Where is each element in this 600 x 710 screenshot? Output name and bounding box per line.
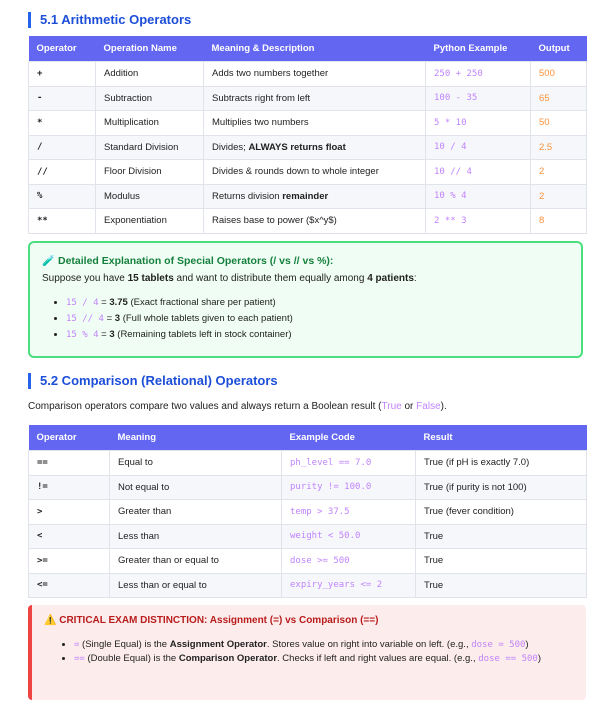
arith-op: % [29,184,96,209]
arith-desc-bold: remainder [282,190,329,202]
comp-result: True [416,524,587,549]
comp-meaning: Less than or equal to [110,573,282,598]
arith-desc-text: Adds two numbers together [212,68,329,80]
comp-op: >= [29,549,110,574]
comp-result: True (if purity is not 100) [416,475,587,500]
arith-desc-text: Divides & rounds down to whole integer [212,166,379,178]
arith-output: 65 [531,86,587,111]
arith-op: / [29,135,96,160]
list-item [66,327,293,343]
arith-desc [204,209,426,234]
arith-name: Floor Division [96,160,204,185]
arith-desc-bold: ALWAYS returns float [248,141,346,153]
arith-example: 10 / 4 [426,135,531,160]
list-item [66,295,293,311]
comp-col-example: Example Code [282,425,416,451]
comp-intro [28,401,447,412]
comp-intro-true: True [381,401,402,412]
bullet-code: 15 / 4 [66,298,99,308]
assign-code: = [74,640,80,650]
comp-op: > [29,500,110,525]
arith-op: + [29,62,96,87]
arith-name: Addition [96,62,204,87]
bullet-val: 3 [114,313,121,324]
compare-text-c: ) [537,653,542,664]
compare-bold: Comparison Operator [178,653,278,664]
comp-example: dose >= 500 [282,549,416,574]
table-row [29,135,587,160]
list-item [66,311,293,327]
bullet-rest: (Full whole tablets given to each patient) [120,313,293,324]
arith-example: 10 % 4 [426,184,531,209]
table-row [29,111,587,136]
arith-example: 10 // 4 [426,160,531,185]
compare-text-b: . Checks if left and right values are equal. (e.g., [277,653,479,664]
comp-meaning: Less than [110,524,282,549]
table-row [29,184,587,209]
bullet-rest: (Remaining tablets left in stock container) [114,329,292,340]
compare-code: == [74,654,85,664]
compare-example: dose == 500 [478,654,538,664]
comp-example: ph_level == 7.0 [282,451,416,476]
comp-example: purity != 100.0 [282,475,416,500]
arith-output: 2.5 [531,135,587,160]
arith-desc [204,184,426,209]
arith-desc-text: Multiplies two numbers [212,117,309,129]
arith-name: Modulus [96,184,204,209]
arith-col-name: Operation Name [96,36,204,62]
special-operators-box [28,241,583,358]
critical-bullets [62,638,572,666]
assign-text-b: . Stores value on right into variable on left. (e.g., [266,639,472,650]
bullet-val: 3.75 [109,297,128,308]
comp-meaning: Not equal to [110,475,282,500]
arith-op: * [29,111,96,136]
bullet-eq: = [103,313,115,324]
list-item [74,638,572,652]
comp-op: < [29,524,110,549]
arith-output: 8 [531,209,587,234]
arith-example: 5 * 10 [426,111,531,136]
comp-op: == [29,451,110,476]
comp-example: temp > 37.5 [282,500,416,525]
arith-op: // [29,160,96,185]
arith-example: 250 + 250 [426,62,531,87]
arith-op: ** [29,209,96,234]
assign-text-a: (Single Equal) is the [79,639,170,650]
comp-result: True [416,573,587,598]
comp-col-operator: Operator [29,425,110,451]
arith-desc-text: Returns division [212,190,283,202]
arith-output: 500 [531,62,587,87]
comp-intro-a: Comparison operators compare two values and always return a Boolean result ( [28,401,382,412]
arith-table [28,36,587,234]
comp-op: != [29,475,110,500]
comp-intro-or: or [401,401,417,412]
special-intro-a: Suppose you have [42,273,128,284]
comp-meaning: Greater than [110,500,282,525]
comp-table [28,425,587,598]
arith-name: Standard Division [96,135,204,160]
assign-text-c: ) [525,639,529,650]
comp-header-row [29,425,587,451]
arith-desc-text: Divides; [212,141,249,153]
special-intro [42,273,417,284]
arith-desc-text: Subtracts right from left [212,92,311,104]
comp-result: True [416,549,587,574]
assign-example: dose = 500 [471,640,526,650]
table-row [29,86,587,111]
table-row [29,573,587,598]
comp-op: <= [29,573,110,598]
arith-desc [204,62,426,87]
table-row [29,475,587,500]
comp-example: expiry_years <= 2 [282,573,416,598]
table-row [29,549,587,574]
bullet-eq: = [98,297,110,308]
arith-output: 2 [531,160,587,185]
arith-name: Subtraction [96,86,204,111]
comp-col-meaning: Meaning [110,425,282,451]
critical-distinction-box [28,605,586,700]
arith-col-operator: Operator [29,36,96,62]
arith-header-row [29,36,587,62]
arith-desc [204,86,426,111]
special-intro-patients: 4 patients [367,273,414,284]
comp-example: weight < 50.0 [282,524,416,549]
table-row [29,160,587,185]
compare-text-a: (Double Equal) is the [84,653,179,664]
special-intro-c: and want to distribute them equally among [173,273,368,284]
arith-name: Multiplication [96,111,204,136]
bullet-eq: = [98,329,110,340]
special-intro-e: : [413,273,417,284]
arith-col-example: Python Example [426,36,531,62]
arith-desc-text: Raises base to power ($x^y$) [212,215,337,227]
assign-bold: Assignment Operator [169,639,267,650]
comp-result: True (if pH is exactly 7.0) [416,451,587,476]
special-bullets [52,295,293,343]
bullet-val: 3 [109,329,115,340]
arith-op: - [29,86,96,111]
arith-col-meaning: Meaning & Description [204,36,426,62]
table-row [29,500,587,525]
arith-desc [204,160,426,185]
bullet-rest: (Exact fractional share per patient) [127,297,276,308]
arith-desc [204,111,426,136]
critical-title: ⚠️ CRITICAL EXAM DISTINCTION: Assignment (=) vs Comparison (==) [44,615,379,626]
arith-output: 50 [531,111,587,136]
special-title: 🧪 Detailed Explanation of Special Operators (/ vs // vs %): [42,255,334,267]
comp-col-result: Result [416,425,587,451]
comp-intro-false: False [416,401,441,412]
comp-intro-end: ). [440,401,447,412]
comp-meaning: Greater than or equal to [110,549,282,574]
arith-output: 2 [531,184,587,209]
table-row [29,524,587,549]
comp-heading: 5.2 Comparison (Relational) Operators [28,373,278,389]
arith-example: 2 ** 3 [426,209,531,234]
special-intro-tablets: 15 tablets [127,273,174,284]
list-item [74,652,572,666]
table-row [29,62,587,87]
bullet-code: 15 % 4 [66,330,99,340]
comp-result: True (fever condition) [416,500,587,525]
arith-desc [204,135,426,160]
comp-meaning: Equal to [110,451,282,476]
bullet-code: 15 // 4 [66,314,104,324]
arith-name: Exponentiation [96,209,204,234]
arith-example: 100 - 35 [426,86,531,111]
table-row [29,209,587,234]
arith-col-output: Output [531,36,587,62]
table-row [29,451,587,476]
arith-heading: 5.1 Arithmetic Operators [28,12,191,28]
